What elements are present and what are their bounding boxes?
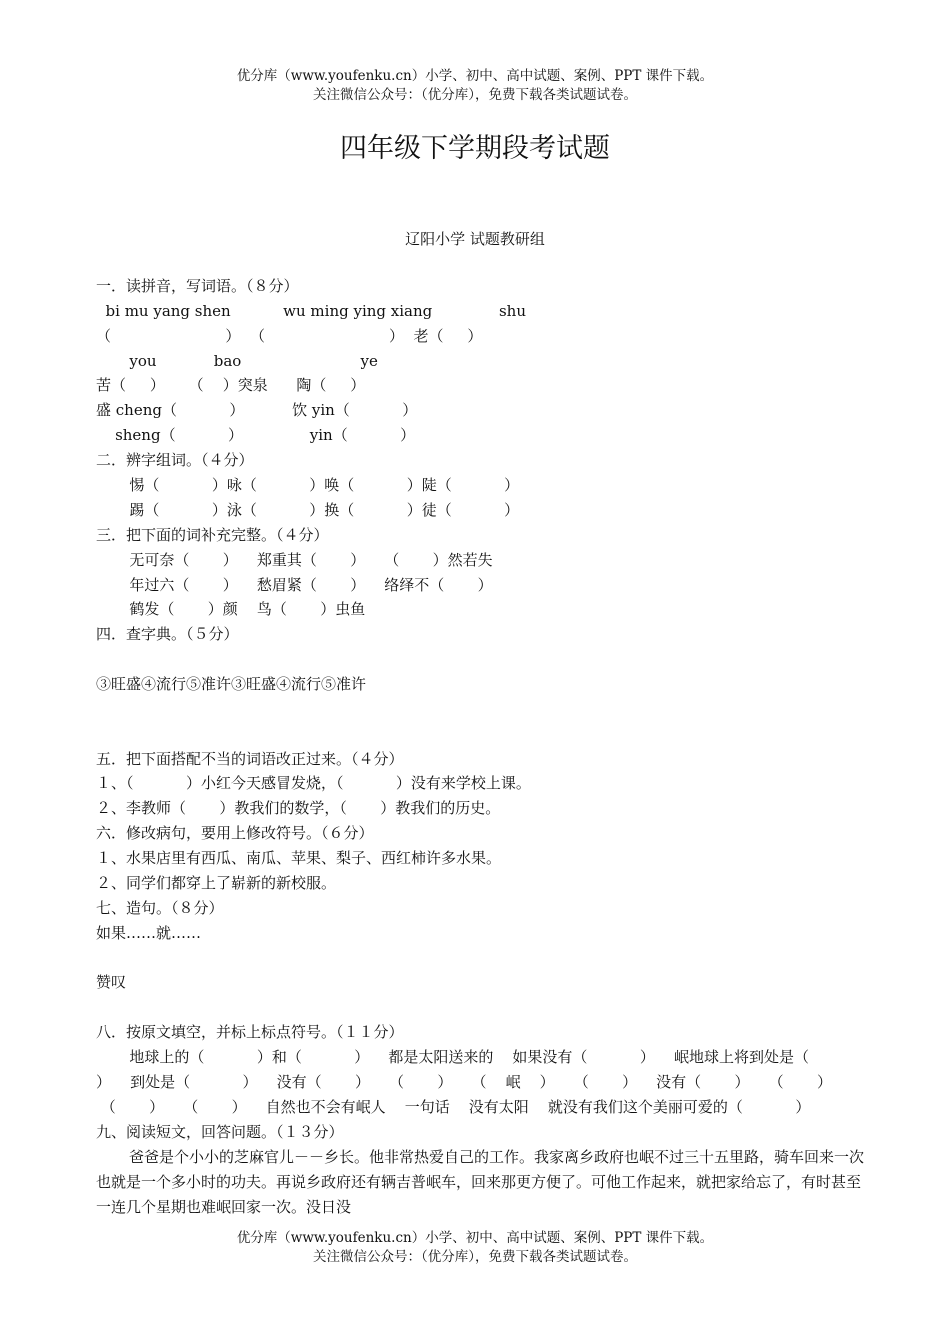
line-11: 无可奈（ ） 郑重其（ ） （ ）然若失	[96, 551, 493, 569]
footer-line-1: 优分库（www.youfenku.cn）小学、初中、高中试题、案例、PPT 课件下载。	[236, 1230, 714, 1246]
page-title: 四年级下学期段考试题	[340, 133, 610, 164]
line-19: 五．把下面搭配不当的词语改正过来。（４分）	[96, 750, 404, 768]
line-0: 一．读拼音，写词语。（８分）	[96, 277, 299, 295]
line-21: ２、李教师（ ）教我们的数学，（ ）教我们的历史。	[96, 799, 501, 817]
page-subtitle: 辽阳小学 试题教研组	[405, 230, 545, 248]
line-1: bi mu yang shen wu ming ying xiang shu	[96, 302, 527, 320]
line-8: 惕（ ）咏（ ）唤（ ）陡（ ）	[96, 476, 520, 494]
line-22: 六．修改病句，要用上修改符号。（６分）	[96, 824, 374, 842]
line-2: （ ） （ ） 老（ ）	[96, 327, 483, 345]
line-5: 盛 cheng（ ） 饮 yin（ ）	[96, 401, 418, 419]
line-6: sheng（ ） yin（ ）	[96, 426, 416, 444]
line-30: 八．按原文填空，并标上标点符号。（１１分）	[96, 1023, 404, 1041]
line-9: 踢（ ）泳（ ）换（ ）徒（ ）	[96, 501, 520, 519]
line-14: 四．查字典。（５分）	[96, 625, 239, 643]
line-16: ③旺盛④流行⑤准许③旺盛④流行⑤准许	[96, 675, 367, 693]
line-28: 赞叹	[96, 973, 127, 991]
line-34: 九、阅读短文，回答问题。（１３分）	[96, 1123, 344, 1141]
header-line-2: 关注微信公众号：（优分库），免费下载各类试题试卷。	[313, 87, 637, 103]
line-10: 三．把下面的词补充完整。（４分）	[96, 526, 329, 544]
line-25: 七、造句。（８分）	[96, 899, 224, 917]
line-23: １、水果店里有西瓜、南瓜、苹果、梨子、西红柿许多水果。	[96, 849, 502, 867]
line-20: １、（ ）小红今天感冒发烧，（ ）没有来学校上课。	[96, 774, 531, 792]
line-31: 地球上的（ ）和（ ） 都是太阳送来的 如果没有（ ） 岷地球上将到处是（	[96, 1048, 809, 1066]
line-7: 二．辨字组词。（４分）	[96, 451, 254, 469]
line-33: （ ） （ ） 自然也不会有岷人 一句话 没有太阳 就没有我们这个美丽可爱的（ ）	[96, 1098, 811, 1116]
line-13: 鹤发（ ）颜 鸟（ ）虫鱼	[96, 600, 366, 618]
line-4: 苦（ ） （ ）突泉 陶（ ）	[96, 376, 366, 394]
header-line-1: 优分库（www.youfenku.cn）小学、初中、高中试题、案例、PPT 课件下载。	[236, 68, 714, 84]
line-32: ） 到处是（ ） 没有（ ） （ ） （ 岷 ） （ ） 没有（ ） （ ）	[96, 1073, 832, 1091]
line-3: you bao ye	[96, 352, 378, 370]
reading-passage: 爸爸是个小小的芝麻官儿－－乡长。他非常热爱自己的工作。我家离乡政府也岷不过三十五里路，骑车回来一次也就是一个多小时的功夫。再说乡政府还有辆吉普岷车，回来那更方便了。可他工作起来，就把家给忘了，有时甚至一连几个星期也难岷回家一次。没日没	[96, 1148, 865, 1216]
footer-line-2: 关注微信公众号：（优分库），免费下载各类试题试卷。	[313, 1249, 637, 1265]
line-26: 如果……就……	[96, 924, 202, 942]
line-12: 年过六（ ） 愁眉紧（ ） 络绎不（ ）	[96, 576, 493, 594]
line-24: ２、同学们都穿上了崭新的新校服。	[96, 874, 337, 892]
